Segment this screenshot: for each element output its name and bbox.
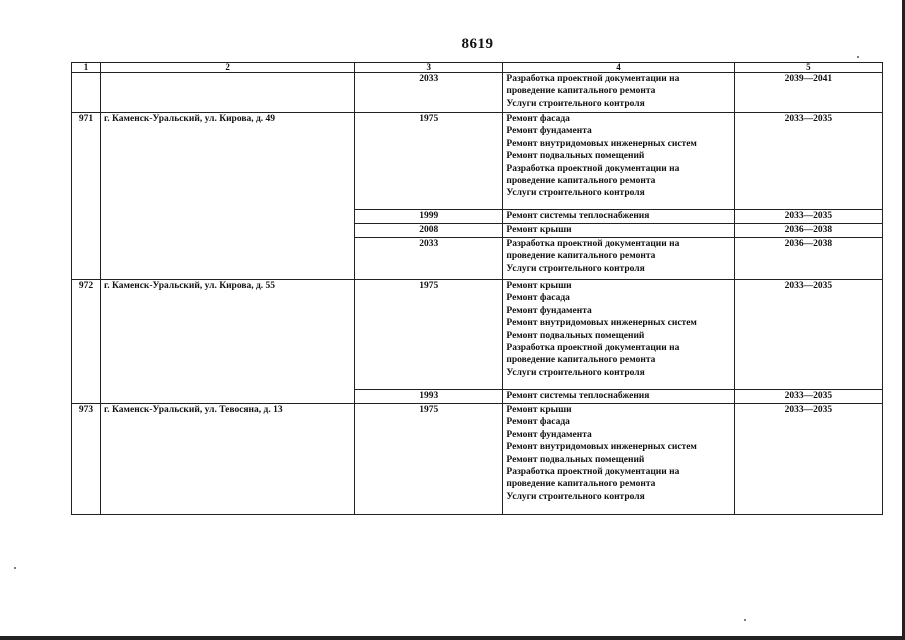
work-item: Услуги строительного контроля (506, 491, 645, 502)
work-item: Ремонт крыши (506, 225, 572, 235)
works-cell (503, 113, 734, 210)
work-item: Услуги строительного контроля (506, 98, 645, 109)
work-item: Ремонт фасада (506, 417, 570, 428)
row-number-cell: 973 (72, 404, 101, 515)
scan-bottom-edge (0, 636, 905, 640)
year-cell: 1975 (355, 280, 503, 390)
page-number: 8619 (461, 36, 494, 52)
period-cell: 2033—2035 (734, 404, 882, 515)
row-number-cell: 971 (72, 113, 101, 280)
table-header (72, 63, 883, 73)
table-body (72, 73, 883, 515)
scan-speck (14, 567, 16, 569)
address-cell: г. Каменск-Уральский, ул. Кирова, д. 49 (101, 113, 355, 280)
works-cell (503, 404, 734, 515)
year-cell: 1999 (355, 210, 503, 224)
period-cell: 2033—2035 (734, 210, 882, 224)
work-item: Ремонт подвальных помещений (506, 330, 645, 341)
work-item: Ремонт подвальных помещений (506, 151, 645, 162)
period-cell: 2039—2041 (734, 73, 882, 113)
header-col-3: 3 (355, 63, 503, 73)
year-cell: 1975 (355, 113, 503, 210)
table-row (72, 73, 883, 113)
table-row (72, 404, 883, 515)
work-item: Ремонт внутридомовых инженерных систем (506, 442, 697, 453)
year-cell: 2033 (355, 238, 503, 280)
work-item: Услуги строительного контроля (506, 367, 645, 378)
work-item: проведение капитального ремонта (506, 86, 656, 97)
address-cell: г. Каменск-Уральский, ул. Тевосяна, д. 13 (101, 404, 355, 515)
year-cell: 2008 (355, 224, 503, 238)
work-item: Ремонт фундамента (506, 305, 592, 316)
header-row (72, 63, 883, 73)
year-cell: 2033 (355, 73, 503, 113)
period-cell: 2033—2035 (734, 113, 882, 210)
work-item: Ремонт системы теплоснабжения (506, 391, 650, 401)
work-item: Ремонт подвальных помещений (506, 454, 645, 465)
row-number-cell: 972 (72, 280, 101, 404)
works-cell (503, 280, 734, 390)
scan-speck (857, 56, 859, 58)
works-cell (503, 210, 734, 224)
work-item: Услуги строительного контроля (506, 188, 645, 199)
work-item: Ремонт фундамента (506, 429, 592, 440)
work-item: Разработка проектной документации на (506, 163, 680, 174)
period-cell: 2033—2035 (734, 280, 882, 390)
header-col-2: 2 (101, 63, 355, 73)
period-cell: 2036—2038 (734, 224, 882, 238)
row-number-cell (72, 73, 101, 113)
period-cell: 2033—2035 (734, 390, 882, 404)
repair-schedule-table (71, 62, 883, 515)
works-cell (503, 73, 734, 113)
year-cell: 1993 (355, 390, 503, 404)
work-item: Ремонт фундамента (506, 126, 592, 137)
work-item: Разработка проектной документации на (506, 239, 680, 249)
work-item: Разработка проектной документации на (506, 343, 680, 354)
work-item: Ремонт фасада (506, 293, 570, 304)
work-item: Ремонт внутридомовых инженерных систем (506, 318, 697, 329)
table-row (72, 280, 883, 390)
header-col-1: 1 (72, 63, 101, 73)
work-item: проведение капитального ремонта (506, 479, 656, 490)
work-item: Разработка проектной документации на (506, 467, 680, 478)
work-item: проведение капитального ремонта (506, 251, 656, 262)
work-item: проведение капитального ремонта (506, 176, 656, 187)
year-cell: 1975 (355, 404, 503, 515)
work-item: Ремонт внутридомовых инженерных систем (506, 138, 697, 149)
works-cell (503, 238, 734, 280)
work-item: Разработка проектной документации на (506, 74, 680, 84)
address-cell: г. Каменск-Уральский, ул. Кирова, д. 55 (101, 280, 355, 404)
scan-speck (744, 619, 746, 621)
works-cell (503, 390, 734, 404)
work-item: Ремонт крыши (506, 405, 572, 415)
works-cell (503, 224, 734, 238)
address-cell (101, 73, 355, 113)
header-col-5: 5 (734, 63, 882, 73)
work-item: Услуги строительного контроля (506, 263, 645, 274)
table-row (72, 113, 883, 210)
header-col-4: 4 (503, 63, 734, 73)
work-item: Ремонт крыши (506, 281, 572, 291)
work-item: проведение капитального ремонта (506, 355, 656, 366)
period-cell: 2036—2038 (734, 238, 882, 280)
work-item: Ремонт системы теплоснабжения (506, 211, 650, 221)
work-item: Ремонт фасада (506, 114, 570, 124)
